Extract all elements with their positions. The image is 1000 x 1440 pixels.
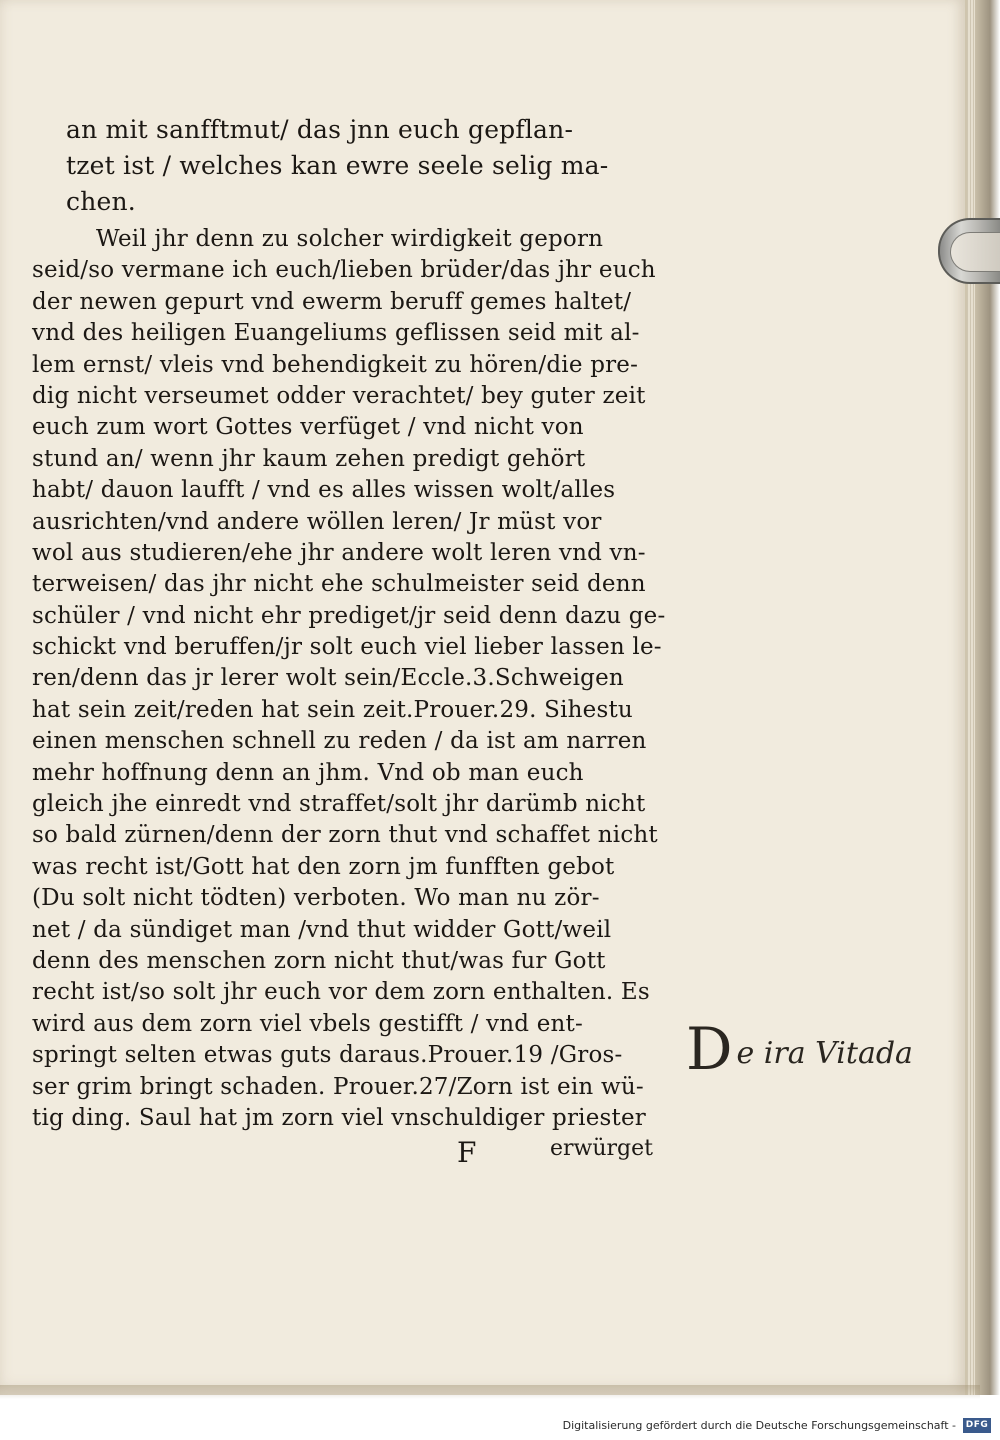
page-clip-inner bbox=[950, 232, 1000, 272]
text-line: vnd des heiligen Euangeliums geflissen seid mit al- bbox=[32, 320, 640, 347]
text-line: an mit sanfftmut/ das jnn euch gepflan- bbox=[66, 115, 574, 144]
text-line: gleich jhe einredt vnd straffet/solt jhr darümb nicht bbox=[32, 791, 646, 818]
text-line: habt/ dauon laufft / vnd es alles wissen wolt/alles bbox=[32, 477, 616, 504]
text-line: euch zum wort Gottes verfüget / vnd nicht von bbox=[32, 414, 584, 441]
text-line: recht ist/so solt jhr euch vor dem zorn enthalten. Es bbox=[32, 979, 650, 1006]
dfg-logo: DFG bbox=[963, 1418, 991, 1433]
page-clip bbox=[938, 218, 1000, 284]
text-line: terweisen/ das jhr nicht ehe schulmeister seid denn bbox=[32, 571, 646, 598]
text-line: denn des menschen zorn nicht thut/was fur Gott bbox=[32, 947, 606, 974]
text-line: Weil jhr denn zu solcher wirdigkeit geporn bbox=[96, 226, 604, 252]
text-line: wird aus dem zorn viel vbels gestifft / vnd ent- bbox=[32, 1010, 583, 1037]
text-line: springt selten etwas guts daraus.Prouer.19 /Gros- bbox=[32, 1042, 623, 1069]
page-edge-shadow bbox=[975, 0, 1000, 1395]
margin-note-initial: D bbox=[686, 1015, 733, 1083]
text-line: hat sein zeit/reden hat sein zeit.Prouer.29. Sihestu bbox=[32, 696, 633, 723]
text-line: lem ernst/ vleis vnd behendigkeit zu hören/die pre- bbox=[32, 351, 639, 378]
text-line: stund an/ wenn jhr kaum zehen predigt gehört bbox=[32, 445, 586, 472]
text-line: einen menschen schnell zu reden / da ist am narren bbox=[32, 728, 647, 755]
catchword: erwürget bbox=[550, 1136, 653, 1162]
text-line: ausrichten/vnd andere wöllen leren/ Jr müst vor bbox=[32, 508, 602, 535]
text-line: dig nicht verseumet odder verachtet/ bey guter zeit bbox=[32, 382, 646, 409]
text-line: mehr hoffnung denn an jhm. Vnd ob man euch bbox=[32, 759, 584, 786]
text-line: schickt vnd beruffen/jr solt euch viel lieber lassen le- bbox=[32, 634, 662, 661]
text-line: der newen gepurt vnd ewerm beruff gemes haltet/ bbox=[32, 288, 632, 315]
print-text-block bbox=[32, 112, 672, 1170]
text-line: ren/denn das jr lerer wolt sein/Eccle.3.Schweigen bbox=[32, 665, 624, 692]
text-line: ser grim bringt schaden. Prouer.27/Zorn ist ein wü- bbox=[32, 1073, 644, 1100]
signature-mark: F bbox=[457, 1136, 477, 1170]
text-line: (Du solt nicht tödten) verboten. Wo man nu zör- bbox=[32, 885, 600, 912]
text-line: schüler / vnd nicht ehr prediget/jr seid denn dazu ge- bbox=[32, 602, 666, 629]
text-line: was recht ist/Gott hat den zorn jm funfften gebot bbox=[32, 853, 615, 880]
text-line: wol aus studieren/ehe jhr andere wolt leren vnd vn- bbox=[32, 539, 646, 566]
text-line: chen. bbox=[66, 187, 136, 216]
page-footer bbox=[32, 1136, 672, 1170]
text-line: tzet ist / welches kan ewre seele selig ma- bbox=[66, 151, 609, 180]
credit-bar bbox=[0, 1415, 1000, 1440]
text-line: seid/so vermane ich euch/lieben brüder/das jhr euch bbox=[32, 257, 656, 284]
text-line: tig ding. Saul hat jm zorn viel vnschuldiger priester bbox=[32, 1104, 646, 1131]
text-line: so bald zürnen/denn der zorn thut vnd schaffet nicht bbox=[32, 822, 658, 849]
margin-note-text: e ira Vitada bbox=[736, 1036, 913, 1071]
handwritten-margin-note bbox=[686, 1015, 913, 1083]
text-line: net / da sündiget man /vnd thut widder Gott/weil bbox=[32, 916, 612, 943]
funding-credit: Digitalisierung gefördert durch die Deutsche Forschungsgemeinschaft - bbox=[562, 1419, 956, 1432]
page-bottom-shadow bbox=[0, 1385, 980, 1399]
